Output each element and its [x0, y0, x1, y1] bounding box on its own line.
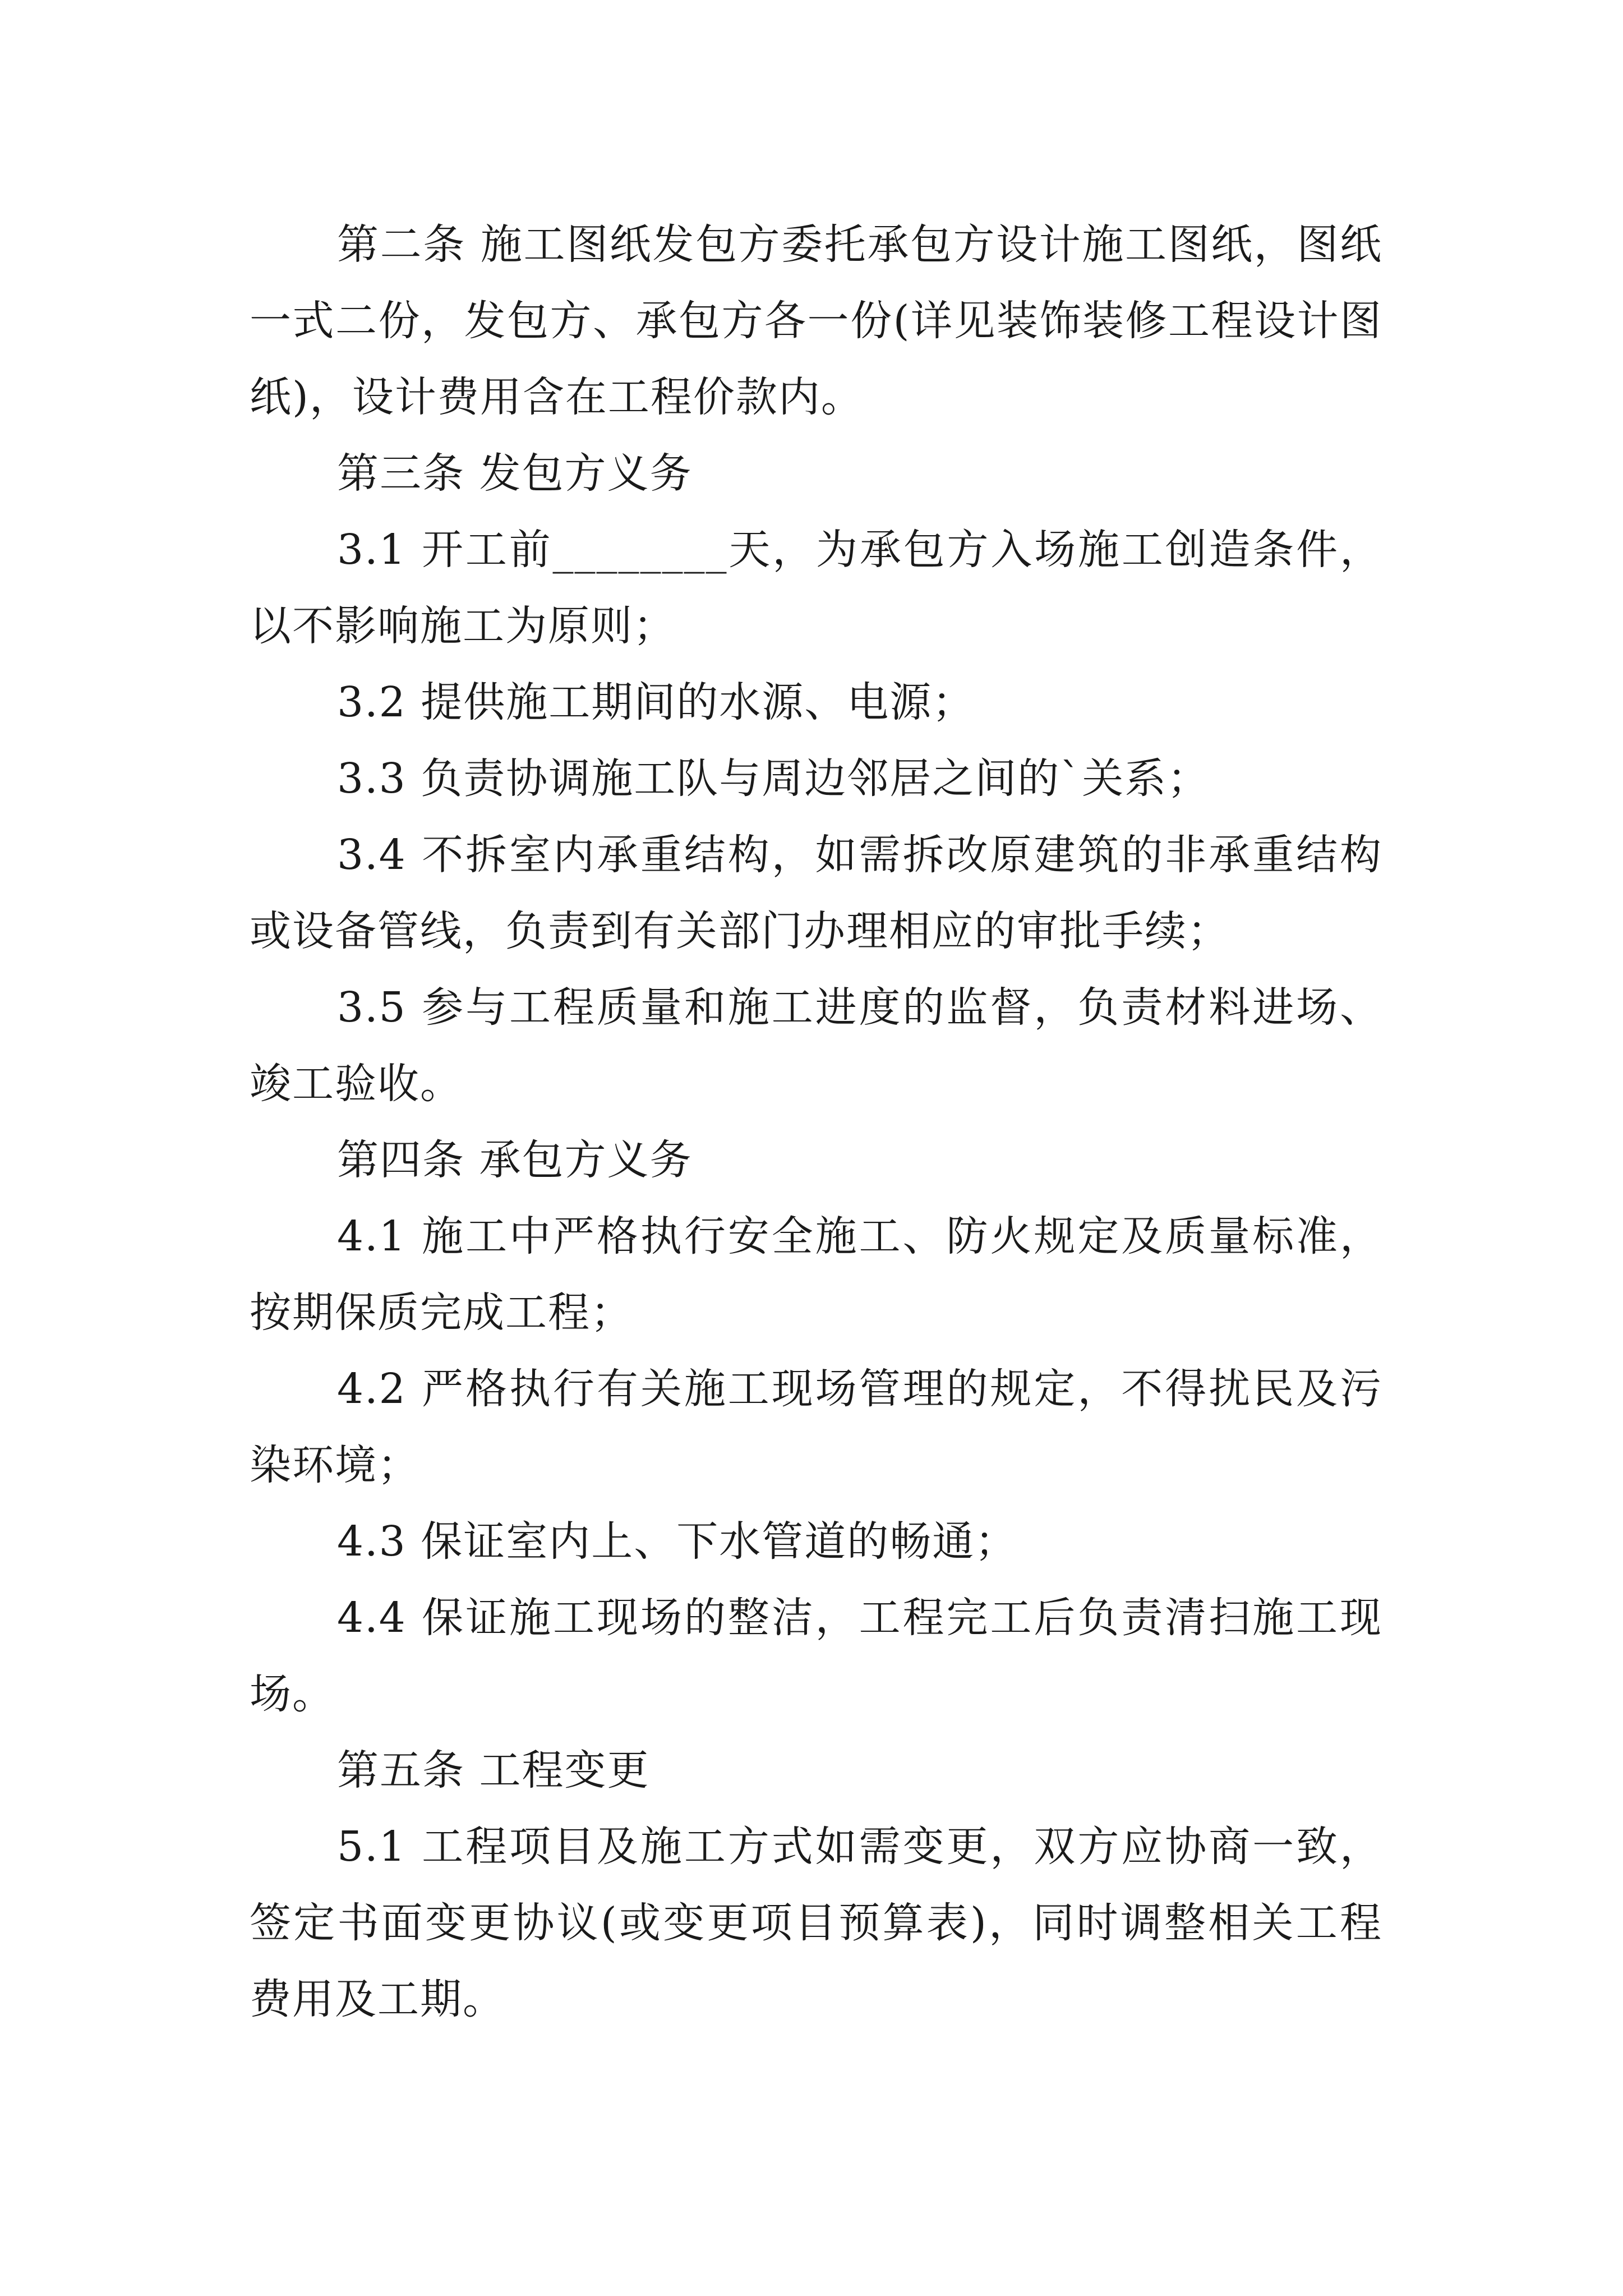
clause-3-4-paragraph: 3.4 不拆室内承重结构，如需拆改原建筑的非承重结构或设备管线，负责到有关部门办理相应的审批手续； [250, 831, 1382, 955]
clause-4-1-paragraph: 4.1 施工中严格执行安全施工、防火规定及质量标准，按期保质完成工程； [250, 1212, 1382, 1337]
clause-3-2-paragraph: 3.2 提供施工期间的水源、电源； [337, 678, 975, 726]
clause-5-heading: 第五条 工程变更 [337, 1746, 650, 1795]
clause-4-4-paragraph: 4.4 保证施工现场的整洁，工程完工后负责清扫施工现场。 [250, 1594, 1382, 1718]
clause-3-heading: 第三条 发包方义务 [337, 449, 693, 498]
clause-5-1-paragraph: 5.1 工程项目及施工方式如需变更，双方应协商一致，签定书面变更协议(或变更项目预算表)，同时调整相关工程费用及工期。 [250, 1823, 1382, 2023]
clause-4-2-paragraph: 4.2 严格执行有关施工现场管理的规定，不得扰民及污染环境； [250, 1365, 1382, 1489]
clause-4-heading: 第四条 承包方义务 [337, 1136, 693, 1184]
clause-4-3-paragraph: 4.3 保证室内上、下水管道的畅通； [337, 1517, 1018, 1566]
clause-3-3-paragraph: 3.3 负责协调施工队与周边邻居之间的`关系； [337, 754, 1210, 803]
clause-2-paragraph: 第二条 施工图纸发包方委托承包方设计施工图纸，图纸一式二份，发包方、承包方各一份(详见装饰装修工程设计图纸)，设计费用含在工程价款内。 [250, 220, 1382, 421]
clause-3-5-paragraph: 3.5 参与工程质量和施工进度的监督，负责材料进场、竣工验收。 [250, 983, 1382, 1108]
clause-3-1-paragraph: 3.1 开工前________天，为承包方入场施工创造条件，以不影响施工为原则； [250, 526, 1382, 650]
document-body [250, 206, 1382, 2037]
